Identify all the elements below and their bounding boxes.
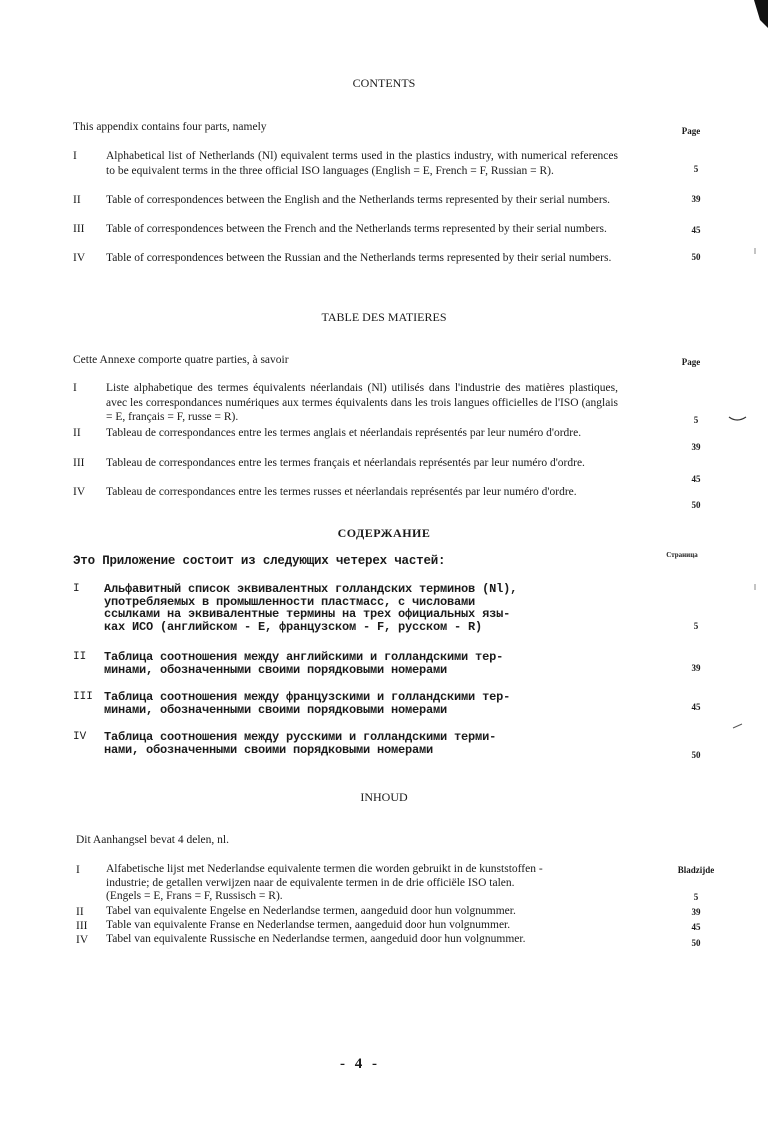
inhoud-item-number: III bbox=[76, 920, 88, 932]
contents-heading: CONTENTS bbox=[352, 76, 416, 90]
contents-item-number: III bbox=[73, 223, 85, 235]
contents-page-label: Page bbox=[681, 126, 701, 136]
page-number: - 4 - bbox=[340, 1056, 380, 1072]
soderzhanie-item-text bbox=[104, 731, 584, 756]
inhoud-item-text bbox=[106, 933, 618, 947]
inhoud-item-text bbox=[106, 919, 618, 933]
contents-item-text: Table of correspondences between the French and the Netherlands terms represented by their serial numbers. bbox=[106, 223, 607, 235]
text-line: минами, обозначенными своими порядковыми номерами bbox=[104, 662, 448, 677]
inhoud-heading: INHOUD bbox=[360, 790, 408, 804]
soderzhanie-item-text bbox=[104, 691, 584, 716]
contents-item-page: 50 bbox=[691, 252, 701, 262]
table-des-matieres-item-text: Tableau de correspondances entre les termes français et néerlandais représentés par leur numéro d'ordre. bbox=[106, 457, 585, 469]
soderzhanie-item-page: 50 bbox=[691, 750, 701, 760]
inhoud-item-page: 45 bbox=[691, 922, 701, 932]
soderzhanie-item-text bbox=[104, 583, 584, 633]
inhoud-item-text bbox=[106, 863, 618, 904]
soderzhanie-item-page: 39 bbox=[691, 663, 701, 673]
text-line: употребляемых в промышленности пластмасс, с числовами bbox=[104, 594, 476, 609]
soderzhanie-item-text bbox=[104, 651, 584, 676]
table-des-matieres-page-label: Page bbox=[681, 357, 701, 367]
soderzhanie-item-number: I bbox=[73, 583, 80, 595]
text-line: Tabel van equivalente Russische en Nederlandse termen, aangeduid door hun volgnummer. bbox=[106, 933, 526, 945]
table-des-matieres-intro: Cette Annexe comporte quatre parties, à savoir bbox=[73, 354, 289, 366]
table-des-matieres-item-text: Liste alphabetique des termes équivalents néerlandais (Nl) utilisés dans l'industrie des matières plastiques, avec les correspondances numériques aux termes équivalents dans les trois langues officielles de l'ISO (anglais = E, français = F, russe = R). bbox=[106, 382, 618, 423]
soderzhanie-page-label: Страница bbox=[666, 551, 698, 559]
contents-item-page: 45 bbox=[691, 225, 701, 235]
inhoud-intro: Dit Aanhangsel bevat 4 delen, nl. bbox=[76, 834, 229, 846]
scan-corner-mark bbox=[752, 0, 768, 28]
scan-dot-mark bbox=[753, 584, 757, 592]
table-des-matieres-item-number: II bbox=[73, 427, 81, 439]
table-des-matieres-item-page: 39 bbox=[691, 442, 701, 452]
text-line: нами, обозначенными своими порядковыми номерами bbox=[104, 742, 434, 757]
contents-item-page: 39 bbox=[691, 194, 701, 204]
soderzhanie-item-page: 45 bbox=[691, 702, 701, 712]
contents-item-text: Alphabetical list of Netherlands (Nl) equivalent terms used in the plastics industry, with numerical references to be equivalent terms in the three official ISO languages (English = E, French = F, Russian = R). bbox=[106, 150, 618, 177]
text-line: ках ИСО (английском - E, французском - F, русском - R) bbox=[104, 619, 483, 634]
contents-item-number: IV bbox=[73, 252, 86, 264]
table-des-matieres-heading: TABLE DES MATIERES bbox=[321, 310, 447, 324]
soderzhanie-heading: СОДЕРЖАНИЕ bbox=[337, 526, 431, 540]
inhoud-item-number: II bbox=[76, 906, 84, 918]
table-des-matieres-item-text: Tableau de correspondances entre les termes russes et néerlandais représentés par leur numéro d'ordre. bbox=[106, 486, 577, 498]
soderzhanie-intro: Это Приложение состоит из следующих четерех частей: bbox=[73, 554, 446, 568]
contents-intro: This appendix contains four parts, namely bbox=[73, 121, 267, 133]
inhoud-item-number: I bbox=[76, 864, 80, 876]
table-des-matieres-item-number: I bbox=[73, 382, 77, 394]
soderzhanie-item-page: 5 bbox=[693, 621, 699, 631]
scan-dot-mark bbox=[753, 248, 757, 256]
contents-item-page: 5 bbox=[693, 164, 699, 174]
text-line: ссылками на эквивалентные термины на трех официальных язы- bbox=[104, 607, 511, 621]
inhoud-item-text bbox=[106, 905, 618, 919]
scan-stroke-mark bbox=[728, 414, 748, 424]
inhoud-item-page: 5 bbox=[693, 892, 699, 902]
table-des-matieres-item-page: 45 bbox=[691, 474, 701, 484]
text-line: минами, обозначенными своими порядковыми номерами bbox=[104, 702, 448, 717]
soderzhanie-item-number: III bbox=[73, 691, 93, 703]
inhoud-item-page: 50 bbox=[691, 938, 701, 948]
text-line: industrie; de getallen verwijzen naar de equivalente termen in de drie officiële ISO talen. bbox=[106, 876, 515, 889]
text-line: Таблица соотношения между английскими и голландскими тер- bbox=[104, 650, 504, 664]
table-des-matieres-item-page: 50 bbox=[691, 500, 701, 510]
text-line: Альфавитный список эквивалентных голландских терминов (Nl), bbox=[104, 582, 518, 596]
inhoud-page-label: Bladzijde bbox=[677, 865, 715, 875]
text-line: Tabel van equivalente Engelse en Nederlandse termen, aangeduid door hun volgnummer. bbox=[106, 905, 516, 917]
text-line: (Engels = E, Frans = F, Russisch = R). bbox=[106, 890, 283, 902]
contents-item-number: I bbox=[73, 150, 77, 162]
inhoud-item-number: IV bbox=[76, 934, 89, 946]
contents-item-text: Table of correspondences between the English and the Netherlands terms represented by their serial numbers. bbox=[106, 194, 611, 206]
text-line: Table van equivalente Franse en Nederlandse termen, aangeduid door hun volgnummer. bbox=[106, 919, 511, 931]
contents-item-text: Table of correspondences between the Russian and the Netherlands terms represented by their serial numbers. bbox=[106, 252, 612, 264]
soderzhanie-item-number: II bbox=[73, 651, 87, 663]
table-des-matieres-item-text: Tableau de correspondances entre les termes anglais et néerlandais représentés par leur numéro d'ordre. bbox=[106, 427, 582, 439]
scan-stroke-mark bbox=[732, 722, 744, 730]
text-line: Таблица соотношения между русскими и голландскими терми- bbox=[104, 730, 497, 744]
text-line: Alfabetische lijst met Nederlandse equivalente termen die worden gebruikt in de kunststoffen - bbox=[106, 863, 543, 875]
text-line: Таблица соотношения между французскими и голландскими тер- bbox=[104, 690, 511, 704]
table-des-matieres-item-number: IV bbox=[73, 486, 86, 498]
contents-item-number: II bbox=[73, 194, 81, 206]
table-des-matieres-item-number: III bbox=[73, 457, 85, 469]
table-des-matieres-item-page: 5 bbox=[693, 415, 699, 425]
soderzhanie-item-number: IV bbox=[73, 731, 87, 743]
inhoud-item-page: 39 bbox=[691, 907, 701, 917]
